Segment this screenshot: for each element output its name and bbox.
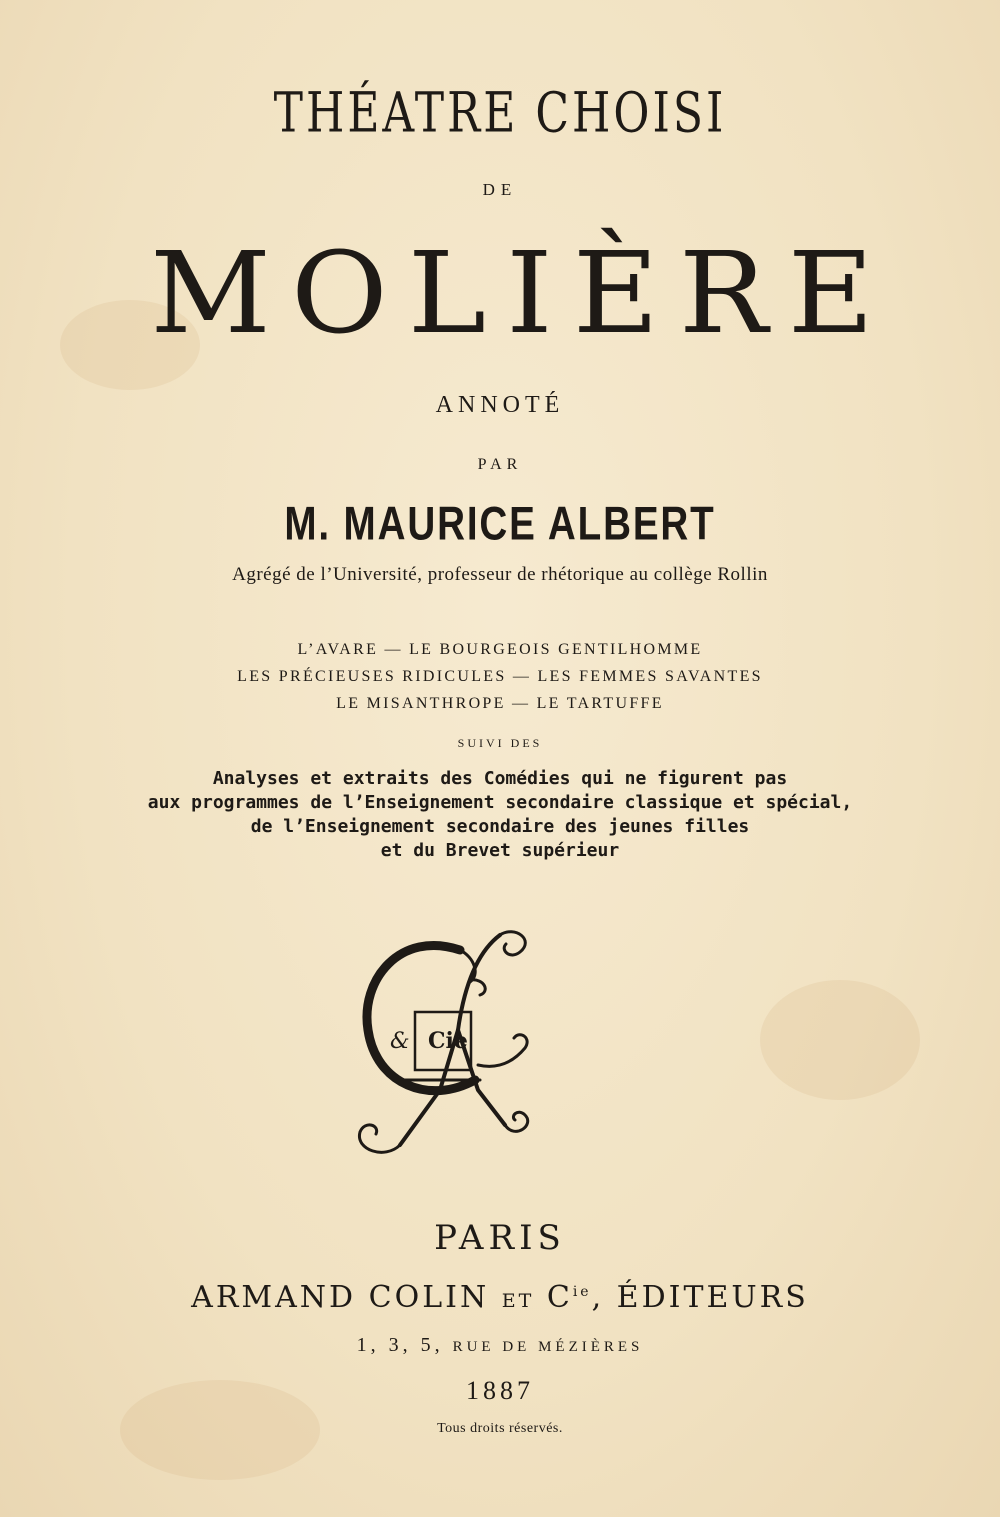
address-numbers: 1, 3, 5, [356,1334,444,1356]
book-title: THÉATRE CHOISI [273,81,727,146]
address-street: RUE DE MÉZIÈRES [452,1339,644,1355]
editor-name: M. MAURICE ALBERT [284,497,716,550]
publisher-address [0,1334,1000,1357]
publication-year: 1887 [466,1376,534,1405]
monogram-cie: Cie [428,1028,468,1054]
rights-notice: Tous droits réservés. [437,1421,563,1436]
author-name: MOLIÈRE [150,227,894,359]
annotated-label: ANNOTÉ [435,392,565,418]
plays-line: LES PRÉCIEUSES RIDICULES — LES FEMMES SAVANTES [237,668,763,685]
publisher-name: ARMAND COLIN [191,1280,490,1315]
by-label: PAR [477,456,523,473]
publisher-sup: ie [572,1284,592,1300]
followed-by-label: SUIVI DES [457,736,543,750]
publisher-rest: , ÉDITEURS [591,1280,809,1315]
description-line: Analyses et extraits des Comédies qui ne figurent pas [212,768,788,789]
city: PARIS [434,1218,566,1258]
description-line: et du Brevet supérieur [380,840,620,861]
plays-line: LE MISANTHROPE — LE TARTUFFE [336,695,664,712]
publisher-monogram-icon [340,920,540,1165]
paper-stain [760,980,920,1100]
description-line: aux programmes de l’Enseignement secondaire classique et spécial, [147,792,853,813]
publisher-line [0,1280,1000,1315]
editor-credentials: Agrégé de l’Université, professeur de rhétorique au collège Rollin [232,564,768,585]
publisher-c: C [546,1280,573,1315]
monogram-ampersand: & [390,1029,410,1054]
publisher-et: ET [501,1290,535,1312]
plays-line: L’AVARE — LE BOURGEOIS GENTILHOMME [297,641,703,658]
description-line: de l’Enseignement secondaire des jeunes filles [250,816,750,837]
title-connector: DE [482,180,518,199]
